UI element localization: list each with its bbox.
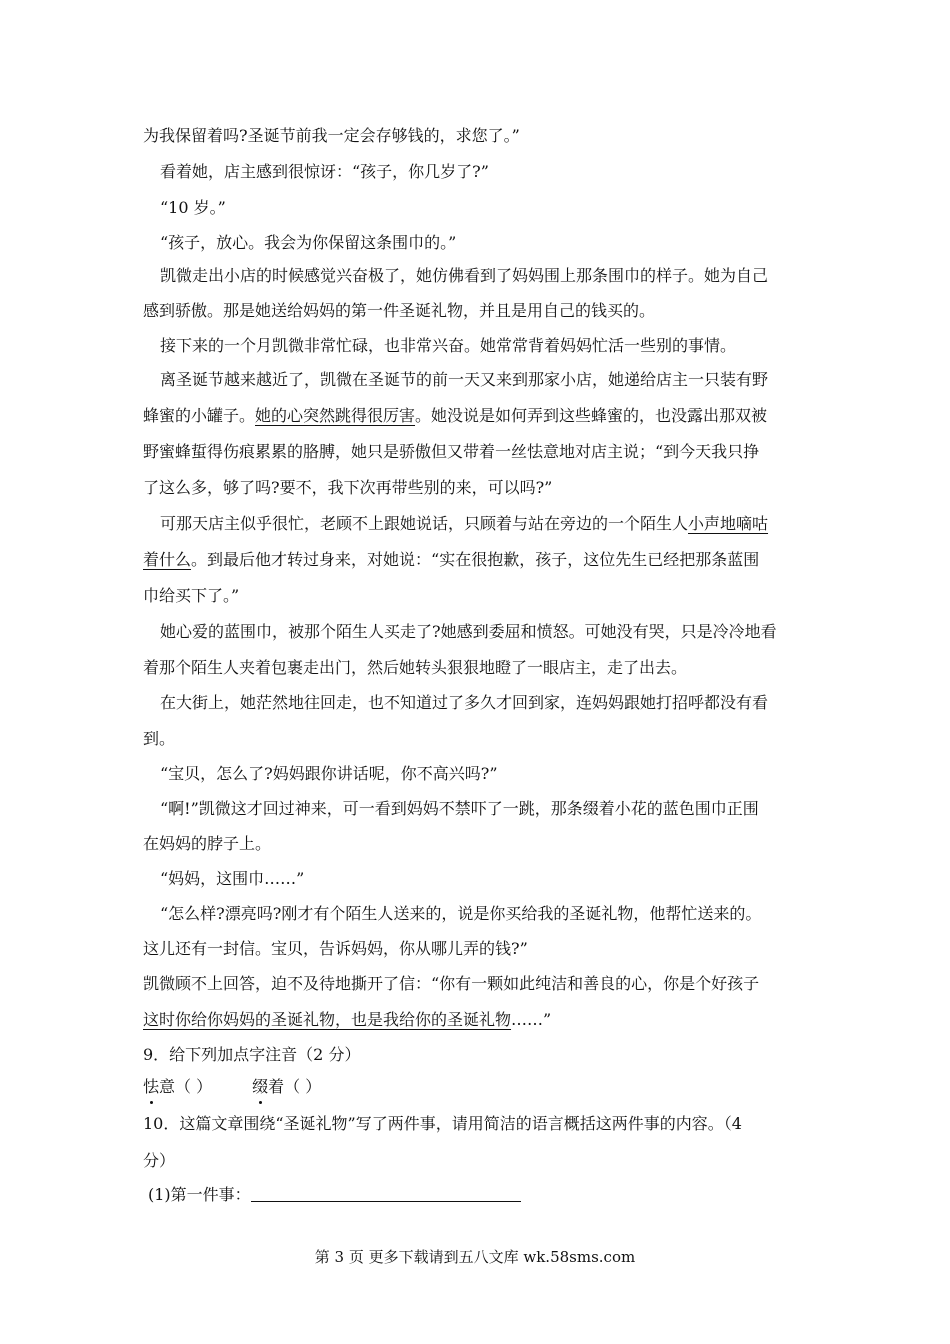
text-line: “10 岁。” [160, 198, 226, 217]
text-line [143, 406, 813, 426]
answer-blank[interactable] [251, 1185, 521, 1202]
dotted-char: 怯 [143, 1077, 160, 1096]
text-line: “孩子，放心。我会为你保留这条围巾的。” [160, 233, 457, 252]
text-line: 接下来的一个月凯微非常忙碌，也非常兴奋。她常常背着妈妈忙活一些别的事情。 [160, 336, 737, 355]
page-footer: 第 3 页 更多下载请到五八文库 wk.58sms.com [314, 1248, 636, 1266]
text-segment: 。到最后他才转过身来，对她说：“实在很抱歉，孩子，这位先生已经把那条蓝围 [191, 550, 760, 569]
text-segment: 蜂蜜的小罐子。 [143, 406, 256, 425]
underlined-phrase: 这时你给你妈妈的圣诞礼物，也是我给你的圣诞礼物 [143, 1010, 512, 1029]
text-line: 为我保留着吗?圣诞节前我一定会存够钱的，求您了。” [143, 126, 520, 145]
text-line [143, 550, 813, 570]
question-10: 10．这篇文章围绕“圣诞礼物”写了两件事，请用简洁的语言概括这两件事的内容。（4 [143, 1114, 742, 1133]
text-line: 这儿还有一封信。宝贝，告诉妈妈，你从哪儿弄的钱?” [143, 939, 528, 958]
answer-line-1 [148, 1185, 818, 1205]
text-line: “啊!”凯微这才回过神来，可一看到妈妈不禁吓了一跳，那条缀着小花的蓝色围巾正围 [160, 799, 759, 818]
text-segment: 。她没说是如何弄到这些蜂蜜的，也没露出那双被 [415, 406, 768, 425]
text-line [143, 1010, 813, 1030]
text-line: “宝贝，怎么了?妈妈跟你讲话呢，你不高兴吗?” [160, 764, 498, 783]
text-line: 凯微顾不上回答，迫不及待地撕开了信：“你有一颗如此纯洁和善良的心，你是个好孩子 [143, 974, 760, 993]
question-9-items [143, 1077, 813, 1097]
text-line: 看着她，店主感到很惊讶：“孩子，你几岁了?” [160, 162, 489, 181]
answer-label: (1)第一件事： [148, 1185, 251, 1204]
text-line: 离圣诞节越来越近了，凯微在圣诞节的前一天又来到那家小店，她递给店主一只装有野 [160, 370, 769, 389]
text-line: 在妈妈的脖子上。 [143, 834, 272, 853]
text-line: 凯微走出小店的时候感觉兴奋极了，她仿佛看到了妈妈围上那条围巾的样子。她为自己 [160, 266, 769, 285]
text-segment: 可那天店主似乎很忙，老顾不上跟她说话，只顾着与站在旁边的一个陌生人 [160, 514, 689, 533]
underlined-phrase: 小声地嘀咕 [688, 514, 769, 533]
question-9: 9．给下列加点字注音（2 分） [143, 1045, 361, 1064]
underlined-phrase: 她的心突然跳得很厉害 [255, 406, 416, 425]
text-line [160, 514, 830, 534]
text-line: 野蜜蜂蜇得伤痕累累的胳膊，她只是骄傲但又带着一丝怯意地对店主说；“到今天我只挣 [143, 442, 760, 461]
text-line: 巾给买下了。” [143, 586, 240, 605]
dotted-char: 缀 [252, 1077, 269, 1096]
question-10-cont: 分） [143, 1151, 176, 1170]
text-segment: ……” [511, 1010, 552, 1029]
pinyin-blank: 意（ ） [159, 1077, 213, 1096]
text-line: 感到骄傲。那是她送给妈妈的第一件圣诞礼物，并且是用自己的钱买的。 [143, 301, 656, 320]
text-line: 到。 [143, 729, 176, 748]
text-line: 着那个陌生人夹着包裹走出门，然后她转头狠狠地瞪了一眼店主，走了出去。 [143, 658, 688, 677]
text-line: 她心爱的蓝围巾，被那个陌生人买走了?她感到委屈和愤怒。可她没有哭，只是冷冷地看 [160, 622, 777, 641]
underlined-phrase: 着什么 [143, 550, 192, 569]
text-line: “怎么样?漂亮吗?刚才有个陌生人送来的，说是你买给我的圣诞礼物，他帮忙送来的。 [160, 904, 762, 923]
pinyin-blank: 着（ ） [268, 1077, 322, 1096]
text-line: 在大街上，她茫然地往回走，也不知道过了多久才回到家，连妈妈跟她打招呼都没有看 [160, 693, 769, 712]
text-line: 了这么多，够了吗?要不，我下次再带些别的来，可以吗?” [143, 478, 553, 497]
text-line: “妈妈，这围巾……” [160, 869, 305, 888]
